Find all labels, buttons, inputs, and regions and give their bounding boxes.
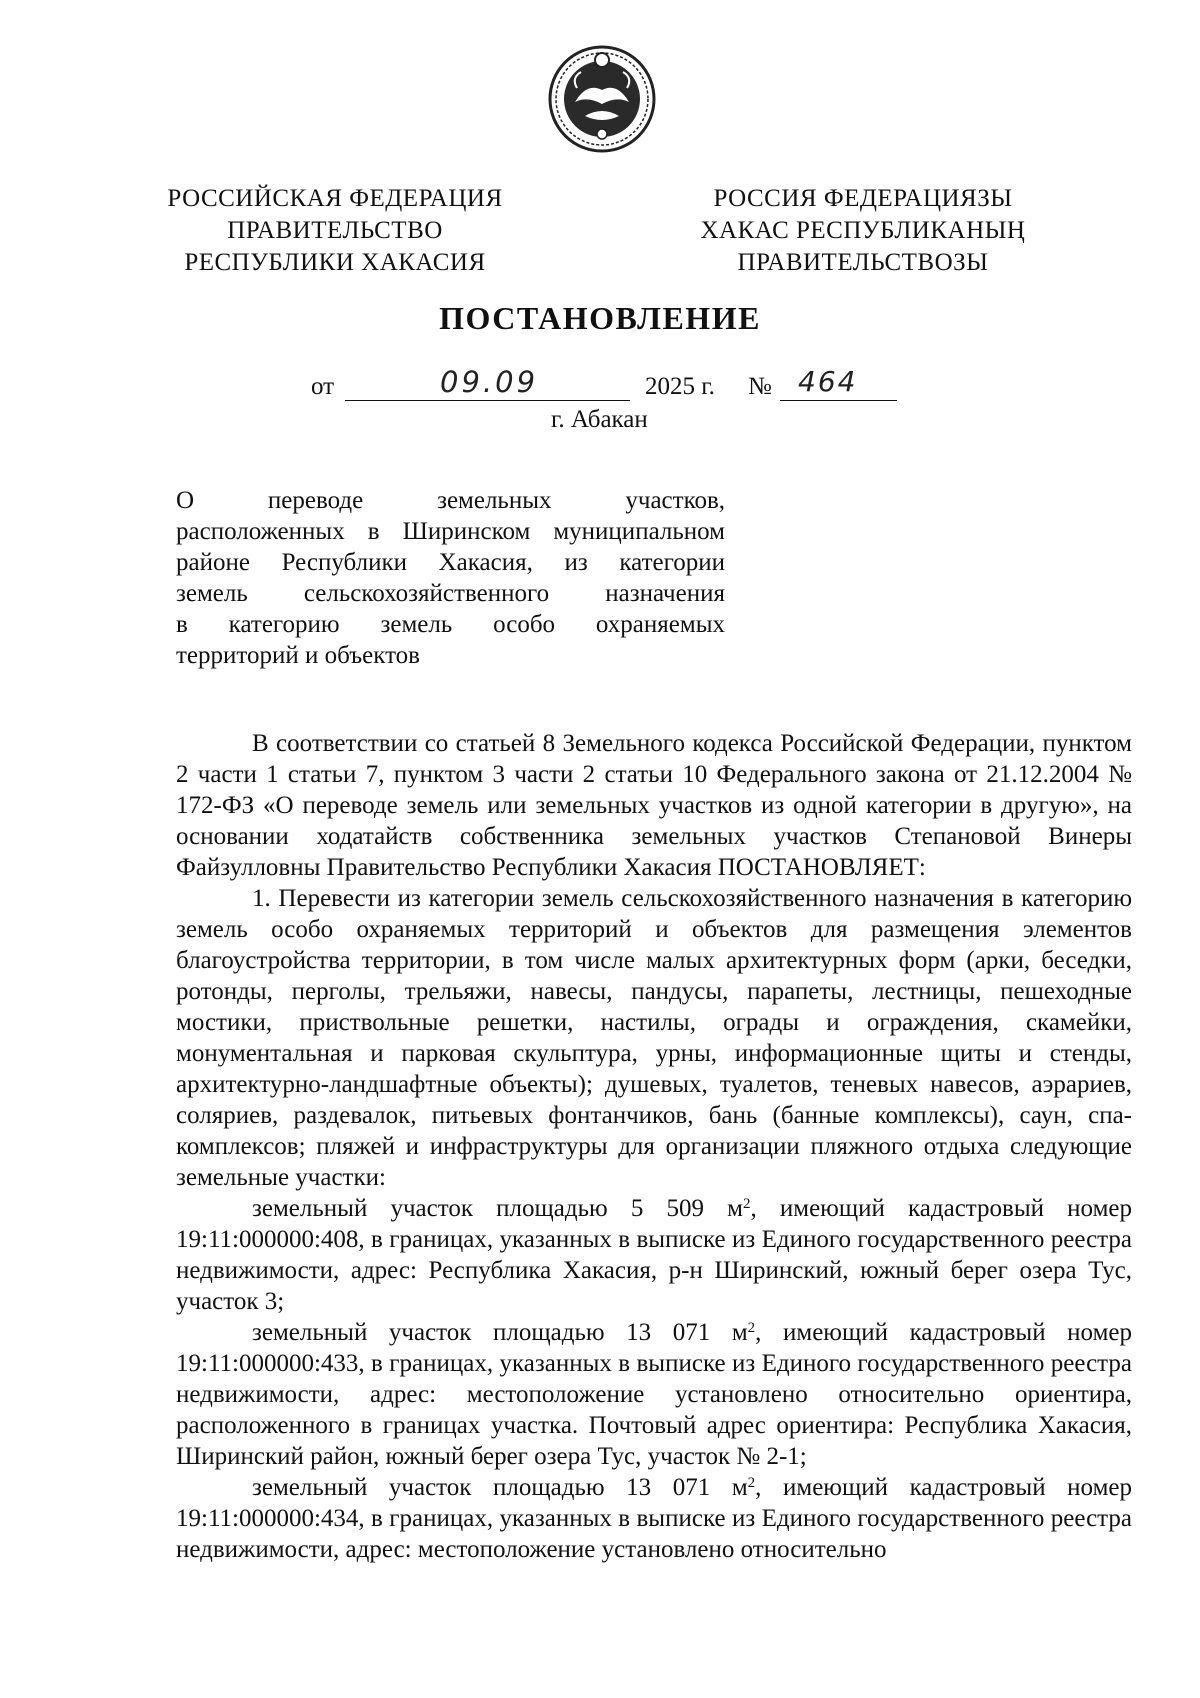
item-1-paragraph: 1. Перевести из категории земель сельскохозяйственного назначения в категорию земель особо охраняемых территорий и объектов для размещения элементов благоустройства территории, в том числе малых архитектурных форм (арки, беседки, ротонды, перголы, трельяжи, навесы, пандусы, парапеты, лестницы, пешеходные мостики, приствольные решетки, настилы, ограды и ограждения, скамейки, монументальная и парковая скульптура, урны, информационные щиты и стенды, архитектурно-ландшафтные объекты); душевых, туалетов, теневых навесов, аэрариев, соляриев, раздевалок, питьевых фонтанчиков, бань (банные комплексы), саун, спа-комплексов; пляжей и инфраструктуры для организации пляжного отдыха следующие земельные участки: <box>176 885 1132 1191</box>
parcel-paragraph <box>176 1193 1132 1317</box>
header-right-line: РОССИЯ ФЕДЕРАЦИЯЗЫ <box>713 185 1013 212</box>
parcel-text: земельный участок площадью 5 509 м <box>252 1195 743 1222</box>
document-body <box>176 728 1132 1565</box>
header-right-line: ПРАВИТЕЛЬСТВОЗЫ <box>737 249 989 276</box>
handwritten-date: 09.09 <box>440 365 539 399</box>
number-label: № <box>748 373 772 400</box>
subject-line: территорий и объектов <box>176 642 420 669</box>
subject-line: районе Республики Хакасия, из категории <box>176 549 725 576</box>
parcel-area-superscript: 2 <box>742 1196 751 1212</box>
parcel-area-superscript: 2 <box>747 1320 756 1336</box>
parcel-text: , имеющий кадастровый номер 19:11:000000:434, в границах, указанных в выписке из Единого государственного реестра недвижимости, адрес: местоположение установлено относительно <box>176 1474 1132 1563</box>
document-title: ПОСТАНОВЛЕНИЕ <box>439 300 761 336</box>
subject-line: расположенных в Ширинском муниципальном <box>176 518 725 545</box>
preamble-paragraph: В соответствии со статьей 8 Земельного кодекса Российской Федерации, пунктом 2 части 1 статьи 7, пунктом 3 части 2 статьи 10 Федерального закона от 21.12.2004 № 172-ФЗ «О переводе земель или земельных участков из одной категории в другую», на основании ходатайств собственника земельных участков Степановой Винеры Файзулловны Правительство Республики Хакасия ПОСТАНОВЛЯЕТ: <box>176 730 1132 881</box>
parcel-text: земельный участок площадью 13 071 м <box>252 1319 748 1346</box>
parcel-text: , имеющий кадастровый номер 19:11:000000:408, в границах, указанных в выписке из Единого государственного реестра недвижимости, адрес: Республика Хакасия, р-н Ширинский, южный берег озера Тус, участок 3; <box>176 1195 1132 1315</box>
subject-line: земель сельскохозяйственного назначения <box>176 580 725 607</box>
header-left-line: ПРАВИТЕЛЬСТВО <box>227 217 443 244</box>
date-prefix: от <box>311 373 335 400</box>
header-left-line: РОССИЙСКАЯ ФЕДЕРАЦИЯ <box>167 185 503 212</box>
header-right-line: ХАКАС РЕСПУБЛИКАНЫҢ <box>700 217 1026 244</box>
header-right <box>678 183 1048 279</box>
date-underline <box>345 400 630 401</box>
date-year: 2025 г. <box>645 373 715 400</box>
city-name: г. Абакан <box>551 406 648 433</box>
parcel-text: , имеющий кадастровый номер 19:11:000000:433, в границах, указанных в выписке из Единого государственного реестра недвижимости, адрес: местоположение установлено относительно ориентира, расположенного в границах участка. Почтовый адрес ориентира: Республика Хакасия, Ширинский район, южный берег озера Тус, участок № 2-1; <box>176 1319 1132 1470</box>
subject-block <box>176 485 725 671</box>
handwritten-number: 464 <box>798 365 858 398</box>
subject-line: О переводе земельных участков, <box>176 487 725 514</box>
number-underline <box>780 400 897 401</box>
subject-line: в категорию земель особо охраняемых <box>176 611 725 638</box>
header-left <box>150 183 520 279</box>
parcel-text: земельный участок площадью 13 071 м <box>252 1474 748 1501</box>
parcel-paragraph <box>176 1317 1132 1472</box>
header-left-line: РЕСПУБЛИКИ ХАКАСИЯ <box>184 249 486 276</box>
coat-of-arms-emblem <box>547 44 657 154</box>
parcel-area-superscript: 2 <box>747 1475 756 1491</box>
parcel-paragraph <box>176 1472 1132 1565</box>
